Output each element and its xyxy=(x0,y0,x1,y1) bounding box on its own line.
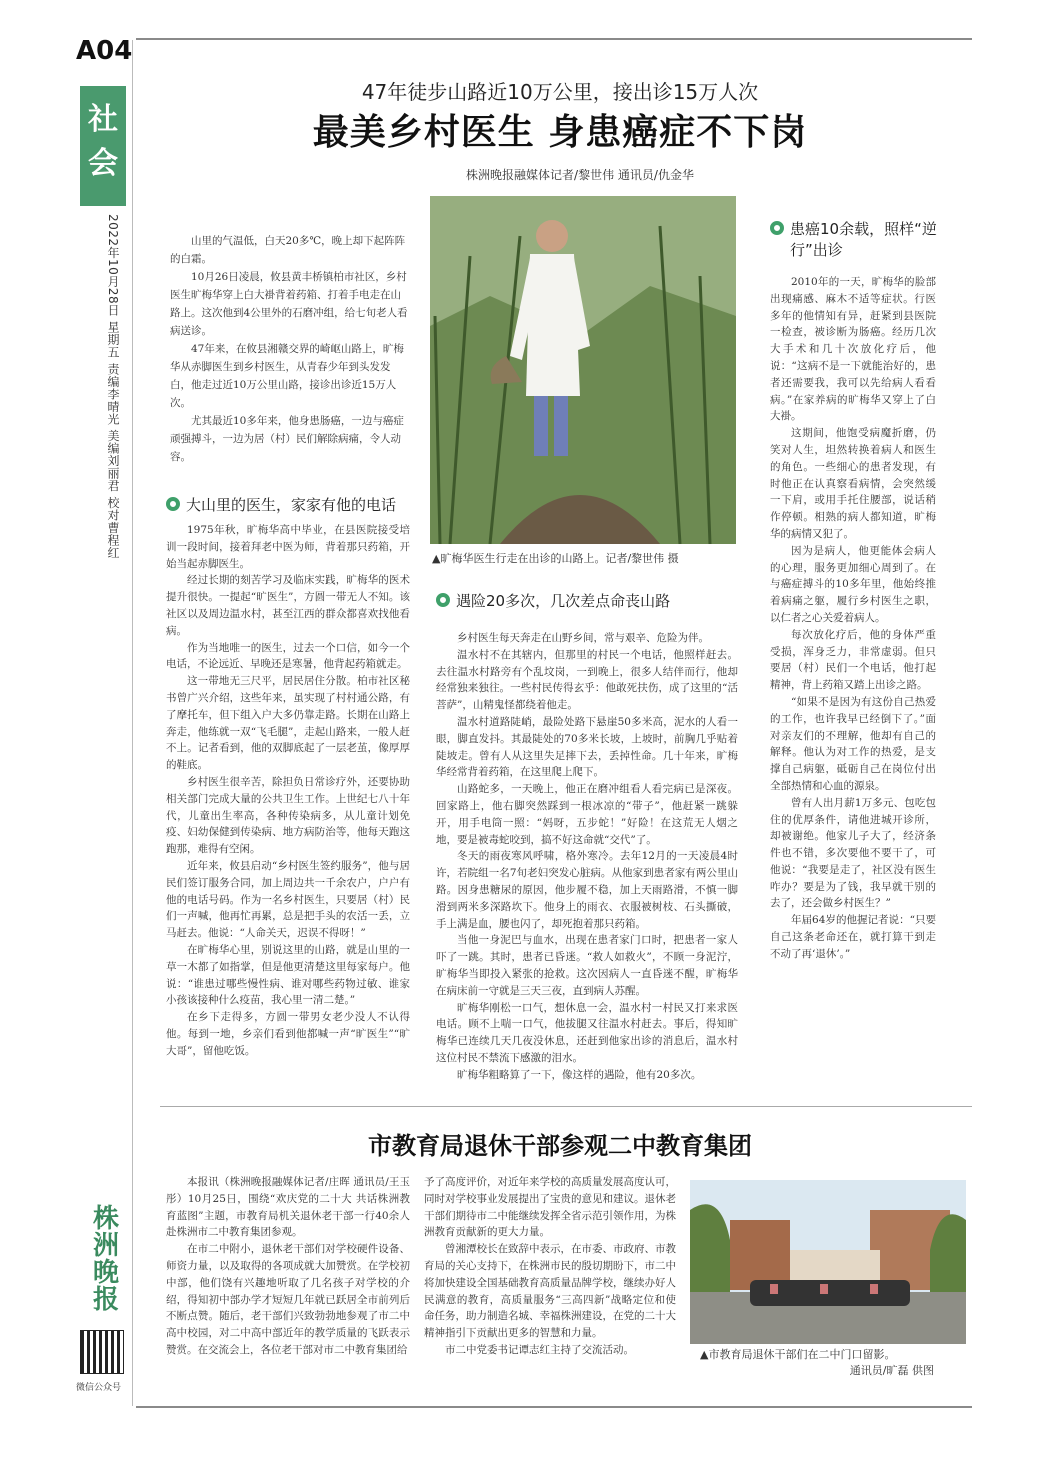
body-paragraph: 1975年秋，旷梅华高中毕业，在县医院接受培训一段时间，接着拜老中医为师，背着那只药箱，开始当起赤脚医生。 xyxy=(166,524,410,570)
group-photo-caption-text: ▲市教育局退休干部们在二中门口留影。 xyxy=(700,1348,896,1361)
lead-paragraph: 尤其最近10多年来，他身患肠癌，一边与癌症顽强搏斗，一边为居（村）民们解除病痛，令人动容。 xyxy=(170,415,404,463)
article1-headline: 最美乡村医生 身患癌症不下岗 xyxy=(312,112,808,153)
article1-subhead: 47年徒步山路近10万公里，接出诊15万人次 xyxy=(361,80,759,104)
top-rule xyxy=(136,38,972,40)
body-paragraph: 予了高度评价，对近年来学校的高质量发展高度认可，同时对学校事业发展提出了宝贵的意见和建议。退休老干部们期待市二中能继续发挥全省示范引领作用，为株洲教育贡献新的更大力量。 xyxy=(424,1176,676,1239)
section2-title xyxy=(436,590,670,611)
section-divider-rule xyxy=(160,1106,972,1107)
body-paragraph: 年届64岁的他握记者说：“只要自己这条老命还在，就打算干到走不动了再‘退休’。” xyxy=(770,914,936,960)
body-paragraph: 在市二中附小，退休老干部们对学校硬件设备、师资力量，以及取得的各项成就大加赞赏。在学校初中部，他们饶有兴趣地听取了几名孩子对学校的介绍，得知初中部办学才短短几年就已跃居全市前列后不断点赞。随后，老干部们兴致勃勃地参观了市二中高中校园，对二中高中部近年的教学质量的飞跃表示赞赏。在交流会上，各位老干部对市二中教育集团给 xyxy=(166,1243,410,1356)
page-number: A04 xyxy=(76,36,133,66)
body-paragraph: 在乡下走得多，方圆一带男女老少没人不认得他。每到一地，乡亲们看到他都喊一声“旷医生”“旷大哥”，留他吃饭。 xyxy=(166,1011,410,1057)
body-paragraph: “如果不是因为有这份自己热爱的工作，也许我早已经倒下了。”面对亲友们的不理解，他却有自己的解释。他认为对工作的热爱，是支撑自己病躯，砥砺自己在岗位付出全部热情和心血的源泉。 xyxy=(770,695,936,792)
circle-bullet-icon xyxy=(166,497,180,511)
article1-byline: 株洲晚报融媒体记者/黎世伟 通讯员/仇金华 xyxy=(466,168,694,182)
body-paragraph: 2010年的一天，旷梅华的脸部出现痛感、麻木不适等症状。行医多年的他情知有异，赶紧到县医院一检查，被诊断为肠癌。经历几次大手术和几十次放化疗后，他说：“这病不是一下就能治好的，患者还需要我，我可以先给病人看看病。”在家养病的旷梅华又穿上了白大褂。 xyxy=(770,276,936,423)
body-paragraph: 山路蛇多，一天晚上，他正在磨冲组看人看完病已是深夜。回家路上，他右脚突然踩到一根冰凉的“带子”，他赶紧一跳躲开，用手电筒一照：“妈呀，五步蛇！”好险！在这荒无人烟之地，要是被毒蛇咬到，搞不好这命就“交代”了。 xyxy=(436,783,738,846)
doctor-photo xyxy=(430,196,736,544)
section-tab xyxy=(80,86,126,206)
lead-paragraph: 10月26日凌晨，攸县黄丰桥镇柏市社区，乡村医生旷梅华穿上白大褂背着药箱、打着手电走在山路上。这次他到4公里外的石磨冲组，给七旬老人看病送诊。 xyxy=(170,271,408,337)
group-photo-illustration xyxy=(690,1180,966,1344)
body-paragraph: 经过长期的刻苦学习及临床实践，旷梅华的医术提升很快。一提起“旷医生”，方圆一带无人不知。该社区以及周边温水村，甚至江西的群众都喜欢找他看病。 xyxy=(166,574,410,637)
left-vertical-rule xyxy=(132,40,133,1406)
article2-headline: 市教育局退休干部参观二中教育集团 xyxy=(368,1132,752,1160)
body-paragraph: 这期间，他饱受病魔折磨，仍笑对人生，坦然转换着病人和医生的角色。一些细心的患者发现，有时他正在认真察看病情，会突然缓一下肩，或用手托住腰部，说话稍作停顿。相熟的病人都知道，旷梅华的病情又犯了。 xyxy=(770,427,936,540)
body-paragraph: 温水村道路陡峭，最险处路下悬崖50多米高，泥水的人看一眼，脚直发抖。其最陡处的70多米长坡，上坡时，前胸几乎贴着陡坡走。曾有人从这里失足摔下去，丢掉性命。几十年来，旷梅华经常背着药箱，在这里爬上爬下。 xyxy=(436,715,738,779)
circle-bullet-icon xyxy=(436,593,450,607)
section2-body xyxy=(436,630,738,1084)
body-paragraph: 乡村医生每天奔走在山野乡间，常与艰辛、危险为伴。 xyxy=(457,632,709,644)
body-paragraph: 本报讯（株洲晚报融媒体记者/庄晖 通讯员/王玉彤）10月25日，围绕“欢庆党的二十大 共话株洲教育蓝图”主题，市教育局机关退休老干部一行40余人赴株洲市二中教育集团参观。 xyxy=(166,1176,410,1239)
body-paragraph: 乡村医生很辛苦，除担负日常诊疗外，还要协助相关部门完成大量的公共卫生工作。上世纪七八十年代，儿童出生率高，各种传染病多，从儿童计划免疫、妇幼保健到传染病、地方病防治等，他每天跑这跑那，难得有空闲。 xyxy=(166,775,410,856)
section3-title xyxy=(770,218,946,260)
body-paragraph: 市二中党委书记谭志红主持了交流活动。 xyxy=(445,1343,634,1356)
doctor-photo-caption: ▲旷梅华医生行走在出诊的山路上。记者/黎世伟 摄 xyxy=(432,552,679,565)
article2-body-left xyxy=(166,1174,410,1359)
doctor-photo-illustration xyxy=(430,196,736,544)
article2-body-right xyxy=(424,1174,676,1359)
section1-title-text: 大山里的医生，家家有他的电话 xyxy=(186,496,397,514)
body-paragraph: 近年来，攸县启动“乡村医生签约服务”，他与居民们签订服务合同，加上周边共一千余农户，户户有他的电话号码。作为一名乡村医生，只要居（村）民们一声喊，他再忙再累，总是把手头的农活一丢，立马赶去。他说：“人命关天，迟误不得呀！” xyxy=(166,859,410,940)
body-paragraph: 这一带地无三尺平，居民居住分散。柏市社区秘书曾广兴介绍，这些年来，虽实现了村村通公路，有了摩托车，但下组入户大多仍靠走路。长期在山路上奔走，他练就一双“飞毛腿”，走起山路来，一般人赶不上。记者看到，他的双脚底起了一层老茧，像厚厚的鞋底。 xyxy=(166,675,410,772)
section3-body xyxy=(770,274,936,963)
body-paragraph: 因为是病人，他更能体会病人的心理，服务更加细心周到了。在与癌症搏斗的10多年里，他始终推着病痛之躯，履行乡村医生之职，以仁者之心关爱着病人。 xyxy=(770,544,936,624)
body-paragraph: 在旷梅华心里，别说这里的山路，就是山里的一草一木都了如指掌，但是他更清楚这里每家每户。他说：“谁患过哪些慢性病、谁对哪些药物过敏、谁家小孩该接种什么疫苗，我心里一清二楚。” xyxy=(166,943,410,1007)
lead-paragraph: 山里的气温低，白天20多℃，晚上却下起阵阵的白霜。 xyxy=(170,235,406,265)
group-photo-credit: 通讯员/旷磊 供图 xyxy=(849,1364,934,1377)
lead-paragraph: 47年来，在攸县湘赣交界的崎岖山路上，旷梅华从赤脚医生到乡村医生，从青春少年到头发发白，他走过近10万公里山路，接诊出诊近15万人次。 xyxy=(170,343,404,409)
newspaper-masthead-logo: 株洲晚报 xyxy=(92,1204,119,1315)
circle-bullet-icon xyxy=(770,221,784,235)
body-paragraph: 作为当地唯一的医生，过去一个口信，如今一个电话，不论远近、早晚还是寒暑，他背起药箱就走。 xyxy=(166,641,410,671)
body-paragraph: 冬天的雨夜寒风呼啸，格外寒冷。去年12月的一天凌晨4时许，若院组一名7旬老妇突发心脏病。从他家到患者家有两公里山路。因身患糖尿的原因，他步履不稳，加上天雨路滑，不慎一脚滑到两米多深路坎下。他身上的雨衣、衣服被树枝、石头撕破，手上满是血，腰也闪了，却死抱着那只药箱。 xyxy=(436,850,738,930)
body-paragraph: 旷梅华刚松一口气，想休息一会，温水村一村民又打来求医电话。顾不上喘一口气，他拔腿又往温水村赶去。事后，得知旷梅华已连续几天几夜没休息，还赶到他家出诊的消息后，温水村这位村民不禁流下感激的泪水。 xyxy=(436,1001,738,1064)
body-paragraph: 当他一身泥巴与血水，出现在患者家门口时，把患者一家人吓了一跳。其时，患者已昏迷。“救人如救火”，不顾一身泥泞，旷梅华当即投入紧张的抢救。这次因病人一直昏迷不醒，旷梅华在病床前一守就是三天三夜，直到病人苏醒。 xyxy=(436,934,738,997)
body-paragraph: 曾湘潭校长在致辞中表示，在市委、市政府、市教育局的关心支持下，在株洲市民的殷切期盼下，市二中将加快建设全国基础教育高质量品牌学校，继续办好人民满意的教育，高质量服务“三高四新”战略定位和使命任务，助力制造名城、幸福株洲建设，在党的二十大精神指引下贡献出更多的智慧和力量。 xyxy=(424,1243,676,1340)
body-paragraph: 温水村不在其辖内，但那里的村民一个电话，他照样赶去。去往温水村路旁有个乱坟岗，一到晚上，很多人结伴而行，他却经常独来独往。一些村民传得玄乎：他敢死扶伤，成了这里的“活菩萨”，山精鬼怪都绕着他走。 xyxy=(436,648,738,712)
body-paragraph: 旷梅华粗略算了一下，像这样的遇险，他有20多次。 xyxy=(457,1068,702,1081)
section2-title-text: 遇险20多次，几次差点命丧山路 xyxy=(456,592,671,610)
group-photo xyxy=(690,1180,966,1344)
bottom-rule xyxy=(136,1406,972,1408)
side-info: 2022年10月28日 星期五 责编李晴光 美编刘丽君 校对曹程红 xyxy=(106,214,120,559)
body-paragraph: 曾有人出月薪1万多元、包吃包住的优厚条件，请他进城开诊所，却被谢绝。他家儿子大了，经济条件也不错，多次要他不要干了，可他说：“我要是走了，社区没有医生咋办？要是为了钱，我早就干别的去了，还会做乡村医生？” xyxy=(770,796,936,910)
group-photo-caption xyxy=(700,1346,970,1378)
qr-code-icon xyxy=(80,1330,124,1374)
article1-lead xyxy=(170,232,410,466)
body-paragraph: 每次放化疗后，他的身体严重受损，浑身乏力，非常虚弱。但只要居（村）民们一个电话，他打起精神，背上药箱又踏上出诊之路。 xyxy=(770,628,936,692)
section3-title-text: 患癌10余载，照样“逆行”出诊 xyxy=(790,220,937,259)
section1-body xyxy=(166,522,410,1060)
section1-title xyxy=(166,494,396,515)
section-label: 社会 xyxy=(88,102,118,181)
qr-code-label: 微信公众号 xyxy=(76,1383,122,1393)
